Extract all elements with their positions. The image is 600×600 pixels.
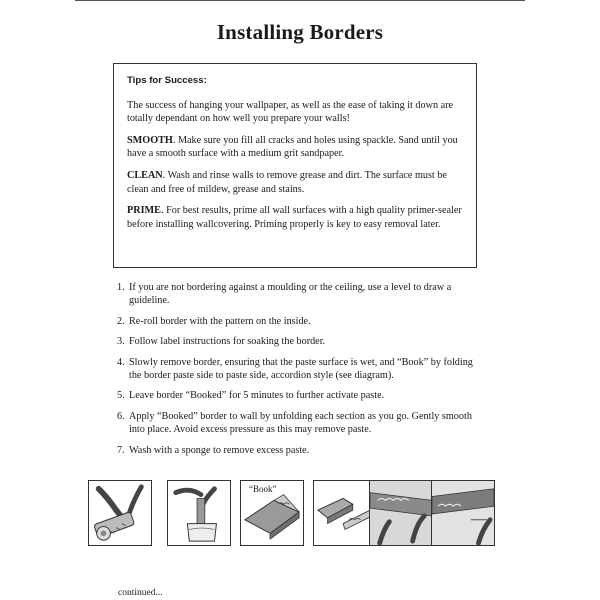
soak-border-illustration: [167, 480, 231, 546]
page-title: Installing Borders: [216, 20, 384, 44]
step-text: Re-roll border with the pattern on the inside.: [129, 315, 311, 327]
step-text: Wash with a sponge to remove excess paste.: [129, 444, 310, 456]
tip-label: PRIME: [127, 205, 161, 217]
book-border-illustration: [240, 480, 304, 546]
step-number: 1.: [117, 282, 125, 293]
steps-list: [117, 281, 487, 464]
list-item: [117, 315, 487, 328]
step-number: 5.: [117, 390, 125, 402]
tip-clean: [127, 169, 464, 196]
step-number: 3.: [117, 336, 125, 348]
apply-border-illustration: [369, 480, 433, 546]
step-text: Slowly remove border, ensuring that the paste surface is wet, and “Book” by folding the border paste side to paste side, accordion style (see diagram).: [129, 356, 473, 382]
step-number: 6.: [117, 410, 125, 422]
list-item: [117, 389, 487, 402]
tip-text: . Wash and rinse walls to remove grease and dirt. The surface must be clean and free of mildew, grease and stains.: [127, 169, 447, 195]
continued-label: continued...: [118, 588, 163, 598]
step-number: 7.: [117, 444, 125, 456]
diagram-strip: [0, 480, 600, 550]
tips-intro: The success of hanging your wallpaper, as well as the ease of taking it down are totally dependant on how well you prepare your walls!: [127, 99, 454, 125]
booked-border-illustration: [313, 480, 377, 546]
top-rule: [75, 0, 525, 1]
step-text: Follow label instructions for soaking the border.: [129, 336, 326, 348]
tip-label: SMOOTH: [127, 134, 173, 146]
step-text: Apply “Booked” border to wall by unfolding each section as you go. Gently smooth into place. Avoid excess pressure as this may remove paste.: [129, 410, 472, 436]
list-item: [117, 444, 487, 457]
list-item: [117, 281, 487, 308]
tip-label: CLEAN: [127, 169, 163, 181]
list-item: [117, 356, 487, 383]
step-text: Leave border “Booked” for 5 minutes to further activate paste.: [129, 390, 385, 402]
list-item: [117, 335, 487, 348]
tip-prime: [127, 204, 464, 231]
tip-smooth: [127, 134, 464, 161]
step-number: 2.: [117, 315, 125, 327]
tips-box: [113, 63, 477, 268]
reroll-border-illustration: [88, 480, 152, 546]
tip-text: . Make sure you fill all cracks and holes using spackle. Sand until you have a smooth surface with a medium grit sandpaper.: [127, 134, 458, 160]
step-text: If you are not bordering against a moulding or the ceiling, use a level to draw a guideline.: [129, 282, 452, 307]
smooth-border-illustration: [431, 480, 495, 546]
list-item: [117, 410, 487, 437]
tips-heading: Tips for Success:: [127, 75, 207, 86]
book-label: “Book”: [249, 484, 277, 494]
tip-text: . For best results, prime all wall surfaces with a high quality primer-sealer before installing wallcovering. Priming properly is key to easy removal later.: [127, 205, 462, 230]
step-number: 4.: [117, 356, 125, 368]
